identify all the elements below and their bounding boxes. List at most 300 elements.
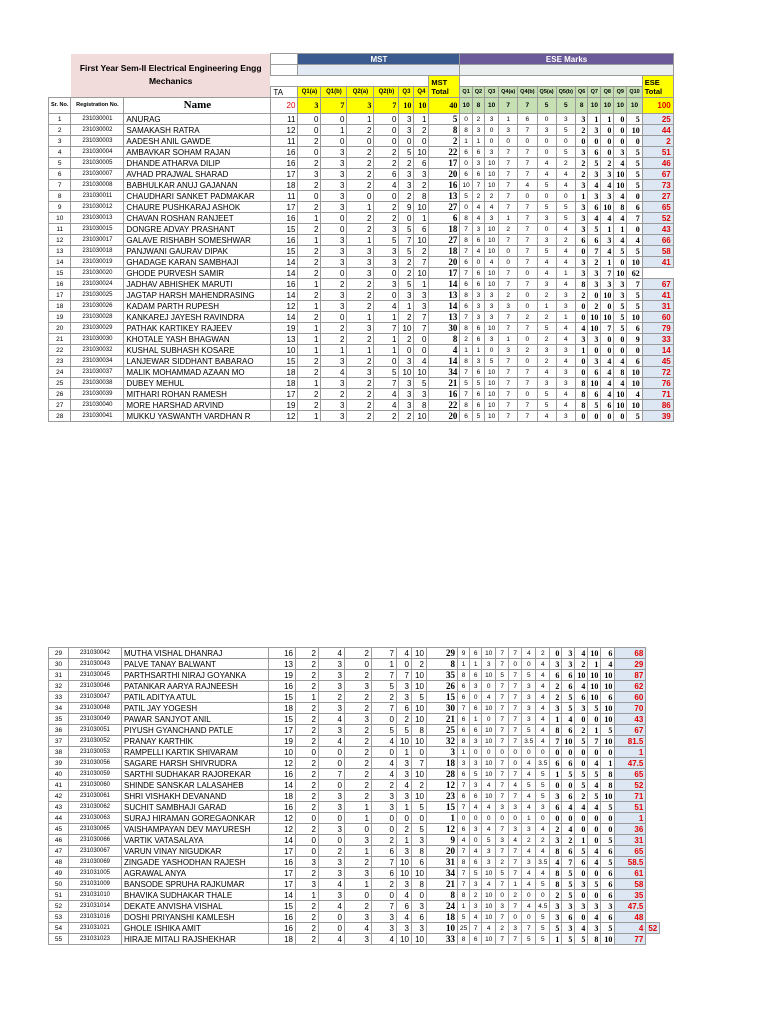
mark-cell: 7: [458, 703, 470, 714]
mark-cell: 2: [374, 158, 399, 169]
mark-cell: 17: [49, 290, 71, 301]
registration-cell: 231030017: [71, 235, 124, 246]
mark-cell: 10: [627, 125, 642, 136]
mark-cell: 0: [614, 125, 627, 136]
mark-cell: 3: [601, 191, 614, 202]
mark-cell: 13: [429, 290, 460, 301]
mark-cell: 3: [372, 912, 397, 923]
mark-cell: 3: [412, 901, 427, 912]
mark-cell: 6: [550, 670, 562, 681]
mark-cell: 4: [601, 356, 614, 367]
mark-cell: 0: [499, 136, 518, 147]
mark-cell: 0: [575, 411, 587, 422]
mark-cell: 3: [522, 703, 536, 714]
mark-cell: 28: [49, 411, 71, 422]
mark-cell: 43: [615, 714, 646, 725]
mark-cell: 10: [397, 736, 412, 747]
mark-cell: 2: [298, 158, 321, 169]
mark-cell: 7: [460, 312, 472, 323]
mark-cell: 7: [458, 868, 470, 879]
mark-cell: 0: [482, 681, 496, 692]
student-name-cell: SARTHI SUDHAKAR RAJOREKAR: [122, 769, 269, 780]
mark-cell: 0: [522, 747, 536, 758]
mark-cell: 8: [412, 846, 427, 857]
mark-cell: 5: [614, 312, 627, 323]
mark-cell: 13: [271, 334, 298, 345]
mark-cell: 7: [496, 824, 509, 835]
mark-cell: 3: [482, 659, 496, 670]
mark-cell: 5: [588, 224, 601, 235]
mark-cell: 6: [470, 725, 482, 736]
mark-cell: 4: [472, 202, 484, 213]
mark-cell: 7: [518, 411, 537, 422]
mark-cell: 1: [414, 213, 429, 224]
mark-cell: 7: [496, 648, 509, 659]
mark-cell: 1: [470, 659, 482, 670]
mark-cell: 4: [485, 257, 499, 268]
registration-cell: 231030037: [71, 367, 124, 378]
mark-cell: 48: [49, 857, 69, 868]
mark-cell: 34: [427, 868, 458, 879]
mark-cell: 7: [496, 692, 509, 703]
mark-cell: 6: [472, 147, 484, 158]
mark-cell: 2: [537, 290, 556, 301]
table-row: [49, 835, 660, 846]
mark-cell: 5: [429, 114, 460, 125]
mark-cell: 0: [588, 835, 601, 846]
mark-cell: 5: [627, 158, 642, 169]
mark-cell: 16: [269, 648, 296, 659]
mark-cell: 0: [397, 659, 412, 670]
mark-cell: 3: [601, 279, 614, 290]
mark-cell: 45: [642, 356, 673, 367]
mark-cell: 6: [588, 389, 601, 400]
student-name-cell: KANKAREJ JAYESH RAVINDRA: [124, 312, 271, 323]
mark-cell: 3: [588, 268, 601, 279]
mark-cell: 10: [588, 378, 601, 389]
mark-cell: 2: [345, 758, 372, 769]
student-name-cell: VARUN VINAY NIGUDKAR: [122, 846, 269, 857]
mark-cell: 33: [427, 934, 458, 945]
mark-cell: 8: [550, 879, 562, 890]
mark-cell: 4: [470, 846, 482, 857]
ese-col-header: Q9: [614, 87, 627, 98]
mark-cell: 7: [518, 169, 537, 180]
mark-cell: 3: [296, 879, 319, 890]
mst-max: 10: [414, 98, 429, 114]
mark-cell: 15: [271, 246, 298, 257]
mark-cell: 12: [269, 813, 296, 824]
mark-cell: 0: [537, 114, 556, 125]
mark-cell: 0: [601, 411, 614, 422]
mark-cell: 0: [627, 136, 642, 147]
mark-cell: 0: [470, 813, 482, 824]
mark-cell: 10: [49, 213, 71, 224]
mark-cell: 4: [319, 736, 345, 747]
mark-cell: 20: [429, 169, 460, 180]
mark-cell: 0: [321, 224, 347, 235]
mark-cell: 3: [614, 290, 627, 301]
mark-cell: 0: [588, 747, 601, 758]
mark-cell: 6: [414, 224, 429, 235]
mark-cell: 17: [271, 389, 298, 400]
mark-cell: 14: [49, 257, 71, 268]
mark-cell: 24: [49, 367, 71, 378]
mark-cell: 5: [562, 703, 575, 714]
mark-cell: 6: [601, 400, 614, 411]
mark-cell: 2: [347, 378, 374, 389]
table-row: [49, 725, 660, 736]
mark-cell: 3: [414, 169, 429, 180]
mark-cell: 14: [269, 835, 296, 846]
mark-cell: 6: [575, 235, 587, 246]
mark-cell: 3: [321, 246, 347, 257]
mark-cell: 7: [509, 670, 522, 681]
mark-cell: 3: [556, 411, 575, 422]
mark-cell: 7: [509, 725, 522, 736]
registration-cell: 231030049: [69, 714, 122, 725]
mark-cell: 19: [271, 400, 298, 411]
mark-cell: 8: [460, 235, 472, 246]
mark-cell: 3: [397, 846, 412, 857]
mark-cell: 0: [345, 890, 372, 901]
mark-cell: 9: [458, 648, 470, 659]
mark-cell: 53: [49, 912, 69, 923]
mark-cell: 5: [374, 367, 399, 378]
mark-cell: 2: [319, 846, 345, 857]
mark-cell: 6: [429, 213, 460, 224]
mark-cell: 17: [269, 846, 296, 857]
mark-cell: 4: [614, 213, 627, 224]
ese-max: 7: [518, 98, 537, 114]
mark-cell: 4: [374, 301, 399, 312]
mark-cell: 10: [614, 268, 627, 279]
marks-sheet-page-2: [48, 647, 660, 945]
mark-cell: 39: [642, 411, 673, 422]
mark-cell: 7: [518, 400, 537, 411]
mark-cell: 0: [588, 813, 601, 824]
mark-cell: 2: [575, 791, 588, 802]
mark-cell: 6: [458, 791, 470, 802]
mark-cell: 5: [537, 323, 556, 334]
mark-cell: 3: [345, 714, 372, 725]
mst-col-header: Q4: [414, 87, 429, 98]
mark-cell: 3: [321, 411, 347, 422]
mark-cell: 40: [49, 769, 69, 780]
mark-cell: 3: [496, 802, 509, 813]
mark-cell: 4: [601, 378, 614, 389]
mark-cell: 9: [427, 835, 458, 846]
registration-cell: 231030040: [71, 400, 124, 411]
mark-cell: 10: [485, 411, 499, 422]
mark-cell: 16: [49, 279, 71, 290]
mark-cell: 3: [399, 378, 414, 389]
mark-cell: 10: [485, 224, 499, 235]
mark-cell: 0: [575, 246, 587, 257]
mark-cell: 8: [460, 213, 472, 224]
mark-cell: 5: [627, 180, 642, 191]
mark-cell: 4: [522, 758, 536, 769]
mark-cell: 0: [345, 824, 372, 835]
mark-cell: 10: [485, 323, 499, 334]
mark-cell: 10: [412, 868, 427, 879]
mark-cell: 2: [298, 367, 321, 378]
mark-cell: 10: [412, 769, 427, 780]
mark-cell: 2: [556, 158, 575, 169]
mark-cell: 0: [550, 648, 562, 659]
mark-cell: 10: [601, 714, 615, 725]
mark-cell: 7: [499, 323, 518, 334]
mark-cell: 29: [615, 659, 646, 670]
mark-cell: 0: [588, 824, 601, 835]
mark-cell: 2: [601, 158, 614, 169]
mark-cell: 3: [556, 367, 575, 378]
mark-cell: 1: [374, 334, 399, 345]
registration-cell: 231030002: [71, 125, 124, 136]
mark-cell: 10: [271, 345, 298, 356]
mark-cell: 3: [485, 213, 499, 224]
mark-cell: 10: [414, 367, 429, 378]
mark-cell: 25: [642, 114, 673, 125]
mark-cell: 10: [482, 670, 496, 681]
mark-cell: 65: [642, 202, 673, 213]
mark-cell: 5: [412, 824, 427, 835]
mark-cell: 0: [374, 268, 399, 279]
mark-cell: 10: [588, 681, 601, 692]
mark-cell: 4: [588, 912, 601, 923]
mark-cell: 2: [296, 703, 319, 714]
mark-cell: 7: [496, 725, 509, 736]
mark-cell: 47.5: [615, 901, 646, 912]
mark-cell: 14: [429, 279, 460, 290]
mark-cell: 1: [472, 345, 484, 356]
student-name-cell: PIYUSH GYANCHAND PATLE: [122, 725, 269, 736]
mark-cell: 7: [496, 758, 509, 769]
mark-cell: 5: [372, 725, 397, 736]
mark-cell: 5: [522, 670, 536, 681]
registration-cell: 231030039: [71, 389, 124, 400]
mark-cell: 20: [427, 846, 458, 857]
ta-max: 20: [271, 98, 298, 114]
mark-cell: 10: [485, 169, 499, 180]
mark-cell: 3: [319, 890, 345, 901]
mark-cell: 7: [499, 367, 518, 378]
mark-cell: 0: [601, 334, 614, 345]
mark-cell: 4: [537, 158, 556, 169]
mark-cell: 0: [575, 890, 588, 901]
mark-cell: 2: [347, 400, 374, 411]
mark-cell: 3: [397, 791, 412, 802]
mark-cell: 5: [536, 879, 550, 890]
registration-cell: 231030012: [71, 202, 124, 213]
mark-cell: 2: [399, 411, 414, 422]
mark-cell: 17: [271, 202, 298, 213]
mark-cell: 17: [269, 868, 296, 879]
mark-cell: 3: [321, 169, 347, 180]
mark-cell: 2: [296, 901, 319, 912]
mark-cell: 67: [615, 725, 646, 736]
mark-cell: 38: [49, 747, 69, 758]
ta-header: TA: [271, 87, 298, 98]
mark-cell: 10: [614, 400, 627, 411]
mark-cell: 4: [575, 923, 588, 934]
mark-cell: 18: [271, 367, 298, 378]
mark-cell: 8: [460, 125, 472, 136]
mark-cell: 2: [345, 780, 372, 791]
mark-cell: 3: [470, 780, 482, 791]
mark-cell: 1: [298, 345, 321, 356]
mark-cell: 17: [269, 725, 296, 736]
mark-cell: 31: [642, 301, 673, 312]
mark-cell: 0: [414, 334, 429, 345]
mark-cell: 0: [522, 659, 536, 670]
mark-cell: 3: [347, 257, 374, 268]
mark-cell: 10: [412, 670, 427, 681]
mark-cell: 1: [470, 714, 482, 725]
mark-cell: 3: [321, 180, 347, 191]
mark-cell: 2: [374, 411, 399, 422]
mark-cell: 2: [321, 389, 347, 400]
mark-cell: 7: [499, 279, 518, 290]
mark-cell: 6: [472, 367, 484, 378]
mark-cell: 0: [522, 890, 536, 901]
mark-cell: 6: [601, 890, 615, 901]
mark-cell: 7: [372, 901, 397, 912]
mark-cell: 5: [627, 169, 642, 180]
mark-cell: 58.5: [615, 857, 646, 868]
mark-cell: 0: [399, 213, 414, 224]
mark-cell: 7: [509, 791, 522, 802]
mark-cell: 8: [550, 868, 562, 879]
mark-cell: 2: [414, 180, 429, 191]
mark-cell: 4: [372, 736, 397, 747]
name-header: Name: [124, 98, 271, 114]
mark-cell: 1: [556, 312, 575, 323]
mark-cell: 2: [372, 780, 397, 791]
registration-cell: 231031005: [69, 868, 122, 879]
mark-cell: 3: [556, 378, 575, 389]
mark-cell: 20: [49, 323, 71, 334]
mark-cell: 2: [575, 169, 587, 180]
mark-cell: 4: [536, 714, 550, 725]
mark-cell: 8: [414, 400, 429, 411]
mark-cell: 3: [562, 923, 575, 934]
mark-cell: 3: [372, 802, 397, 813]
mark-cell: 3: [522, 824, 536, 835]
mark-cell: 4: [601, 367, 614, 378]
mark-cell: 4: [550, 857, 562, 868]
mark-cell: 3: [321, 235, 347, 246]
mark-cell: 5: [614, 301, 627, 312]
ese-col-header: Q8: [601, 87, 614, 98]
mark-cell: 3: [588, 356, 601, 367]
mark-cell: 11: [271, 191, 298, 202]
mark-cell: 0: [562, 813, 575, 824]
mark-cell: 3: [485, 312, 499, 323]
mark-cell: 13: [269, 659, 296, 670]
mark-cell: 34: [49, 703, 69, 714]
mark-cell: 3: [537, 378, 556, 389]
mark-cell: 29: [49, 648, 69, 659]
mark-cell: 2: [509, 890, 522, 901]
mark-cell: 6: [601, 912, 615, 923]
registration-cell: 231031014: [69, 901, 122, 912]
mark-cell: 0: [536, 890, 550, 901]
mark-cell: 4: [522, 769, 536, 780]
mark-cell: 4: [372, 758, 397, 769]
mark-cell: 7: [499, 389, 518, 400]
mark-cell: 4: [397, 648, 412, 659]
mark-cell: 31: [427, 857, 458, 868]
mark-cell: 16: [271, 235, 298, 246]
mark-cell: 7: [499, 191, 518, 202]
mark-cell: 2: [298, 224, 321, 235]
mark-cell: 8: [460, 323, 472, 334]
mark-cell: 7: [414, 312, 429, 323]
mark-cell: 2: [575, 659, 588, 670]
mark-cell: 3: [537, 235, 556, 246]
mark-cell: 7: [374, 323, 399, 334]
mark-cell: 0: [518, 290, 537, 301]
mark-cell: 0: [414, 345, 429, 356]
mark-cell: 3: [575, 213, 587, 224]
mark-cell: 1: [458, 901, 470, 912]
mark-cell: 5: [522, 934, 536, 945]
mark-cell: 0: [518, 334, 537, 345]
mark-cell: 0: [412, 747, 427, 758]
mark-cell: 3: [399, 290, 414, 301]
mark-cell: 0: [347, 191, 374, 202]
mark-cell: 0: [518, 136, 537, 147]
mark-cell: 4: [372, 934, 397, 945]
mark-cell: 6: [562, 725, 575, 736]
mark-cell: 3: [496, 835, 509, 846]
mark-cell: 3: [427, 747, 458, 758]
mark-cell: 2: [296, 780, 319, 791]
mark-cell: 33: [49, 692, 69, 703]
mark-cell: 3: [397, 692, 412, 703]
mark-cell: 2: [298, 136, 321, 147]
mark-cell: 0: [575, 356, 587, 367]
mark-cell: 6: [601, 846, 615, 857]
mark-cell: 7: [412, 758, 427, 769]
student-name-cell: BANSODE SPRUHA RAJKUMAR: [122, 879, 269, 890]
registration-cell: 231030065: [69, 824, 122, 835]
mark-cell: 8: [412, 879, 427, 890]
mark-cell: 2: [345, 736, 372, 747]
mark-cell: 7: [470, 923, 482, 934]
mark-cell: 7: [518, 257, 537, 268]
mark-cell: 3: [397, 681, 412, 692]
mark-cell: 7: [588, 736, 601, 747]
mark-cell: 4: [374, 400, 399, 411]
mark-cell: 2: [347, 279, 374, 290]
registration-cell: 231030024: [71, 279, 124, 290]
mark-cell: 7: [499, 169, 518, 180]
mark-cell: 1: [347, 114, 374, 125]
mark-cell: 7: [509, 648, 522, 659]
mark-cell: 86: [642, 400, 673, 411]
registration-cell: 231030041: [71, 411, 124, 422]
mark-cell: 3: [319, 868, 345, 879]
mark-cell: 5: [575, 934, 588, 945]
mark-cell: 4: [522, 648, 536, 659]
mark-cell: 47.5: [615, 758, 646, 769]
mark-cell: 25: [427, 725, 458, 736]
mark-cell: 1: [460, 345, 472, 356]
mark-cell: 4: [614, 235, 627, 246]
mark-cell: 0: [537, 147, 556, 158]
